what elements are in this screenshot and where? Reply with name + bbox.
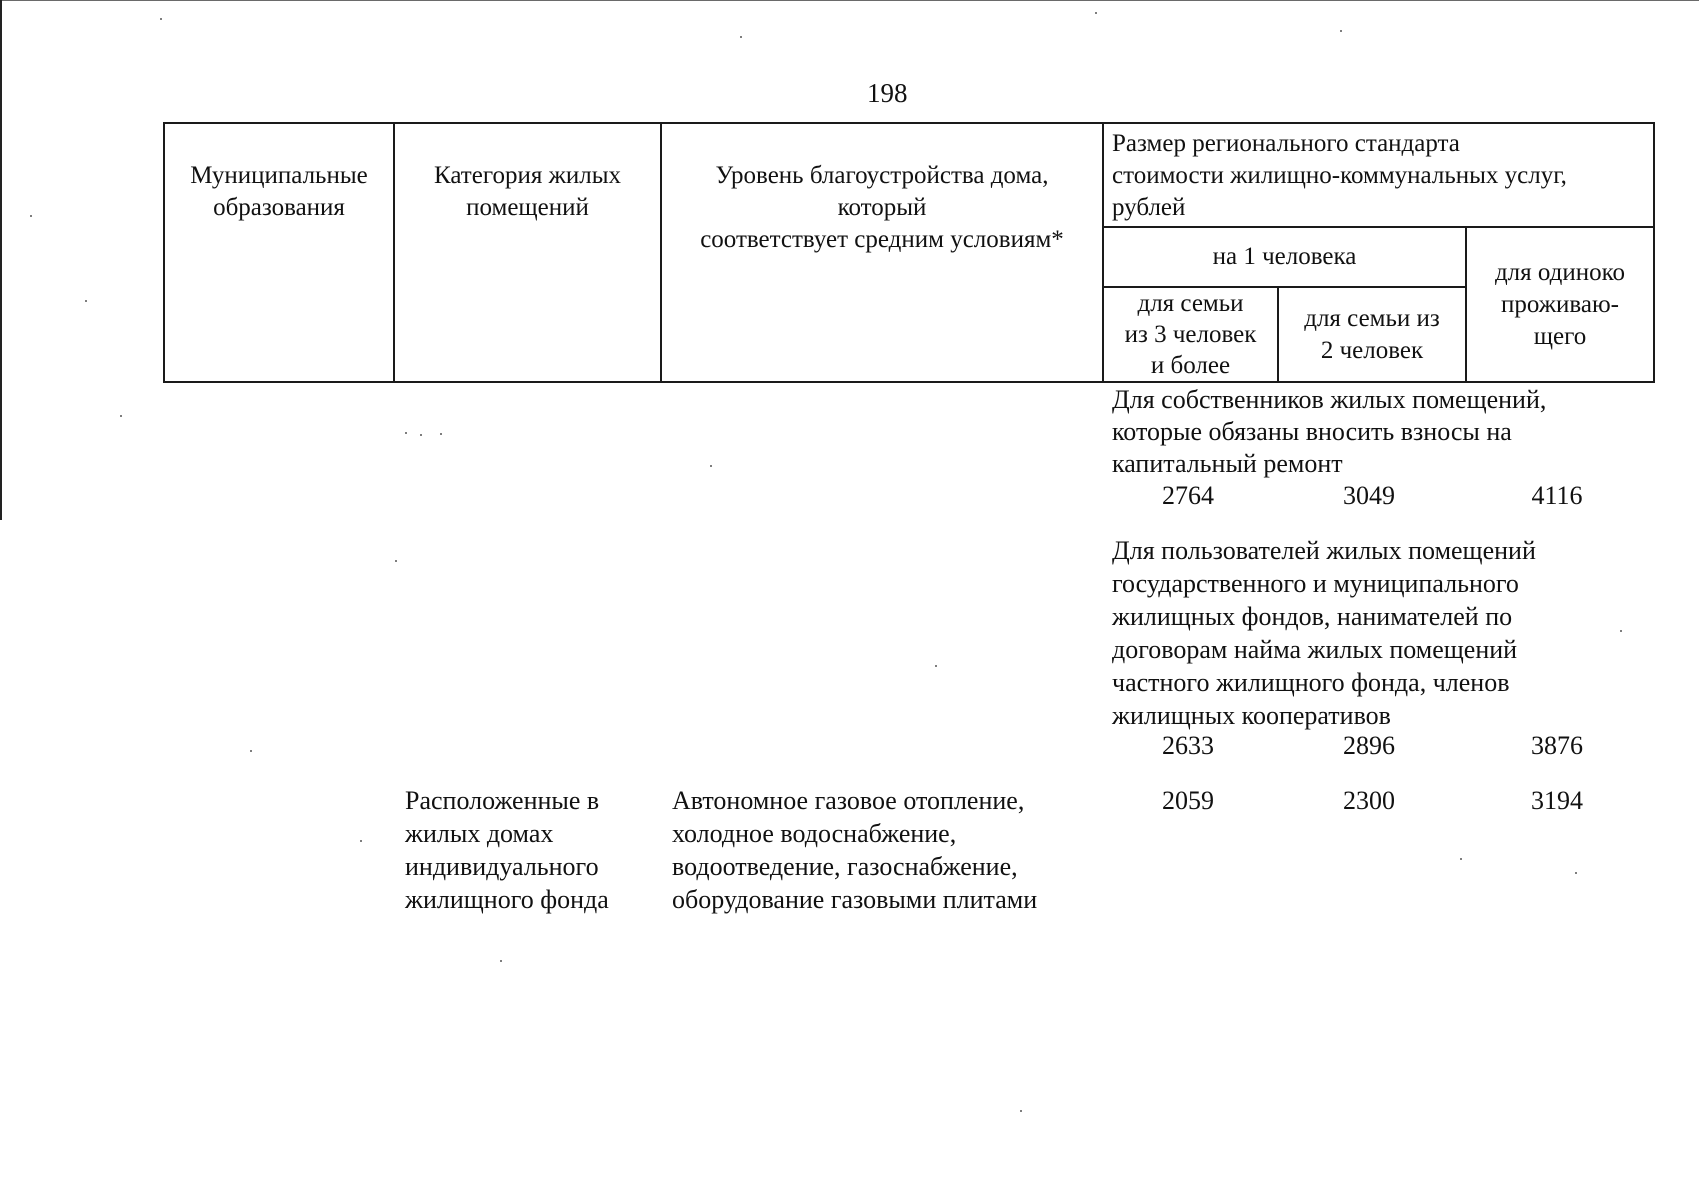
row-individual-category-line: жилищного фонда <box>405 885 609 914</box>
scan-speck <box>160 18 162 20</box>
scan-speck <box>710 465 712 467</box>
scan-speck <box>85 300 87 302</box>
header-size-line: стоимости жилищно-коммунальных услуг, <box>1112 162 1567 189</box>
header-family3-line: для семьи <box>1137 290 1244 317</box>
individual-value-family2: 2300 <box>1343 786 1395 815</box>
row-individual-level-line: оборудование газовыми плитами <box>672 885 1038 914</box>
section-users-line: жилищных кооперативов <box>1112 701 1391 730</box>
owners-value-single: 4116 <box>1531 481 1583 510</box>
header-family2-line: для семьи из <box>1304 304 1440 332</box>
header-level-line: соответствует средним условиям* <box>700 226 1064 253</box>
header-category-line: Категория жилых <box>434 162 621 189</box>
scan-speck <box>1340 30 1342 32</box>
row-individual-level-line: водоотведение, газоснабжение, <box>672 852 1018 881</box>
header-level-line: который <box>837 194 927 221</box>
scan-speck <box>740 36 742 38</box>
header-single-line: проживаю- <box>1501 290 1619 318</box>
scan-speck <box>250 750 252 752</box>
header-family-2 <box>1278 287 1466 382</box>
header-size-line: Размер регионального стандарта <box>1112 130 1460 157</box>
scan-speck <box>1095 12 1097 14</box>
header-category <box>394 123 661 382</box>
row-individual-category-line: индивидуального <box>405 852 599 881</box>
scan-speck <box>30 215 32 217</box>
header-single-resident <box>1466 227 1654 382</box>
section-owners-line: которые обязаны вносить взносы на <box>1112 417 1512 446</box>
users-value-family3: 2633 <box>1162 731 1214 760</box>
header-category-line: помещений <box>466 194 589 221</box>
header-table <box>163 122 1655 383</box>
scan-speck <box>1575 872 1577 874</box>
header-standard-size <box>1103 123 1654 227</box>
users-value-single: 3876 <box>1531 731 1583 760</box>
header-family3-line: из 3 человек <box>1124 321 1257 348</box>
header-family3-line: и более <box>1150 352 1231 379</box>
header-per-person: на 1 человека <box>1103 227 1466 287</box>
owners-value-family2: 3049 <box>1343 481 1395 510</box>
scan-speck <box>500 960 502 962</box>
row-individual-category-line: жилых домах <box>405 819 554 848</box>
section-users-line: договорам найма жилых помещений <box>1112 635 1518 664</box>
section-users-line: жилищных фондов, нанимателей по <box>1112 602 1513 631</box>
header-municipal-line: образования <box>213 194 345 221</box>
scan-speck <box>1620 630 1622 632</box>
scan-speck <box>395 560 397 562</box>
scan-speck <box>935 665 937 667</box>
scan-speck <box>405 432 407 434</box>
section-users-line: частного жилищного фонда, членов <box>1112 668 1510 697</box>
row-individual-category-line: Расположенные в <box>405 786 600 815</box>
section-users-line: Для пользователей жилых помещений <box>1112 536 1536 565</box>
section-owners-line: Для собственников жилых помещений, <box>1112 385 1547 414</box>
owners-value-family3: 2764 <box>1162 481 1214 510</box>
scan-speck <box>120 415 122 417</box>
page-number: 198 <box>867 78 908 108</box>
top-border-line <box>0 0 1699 1</box>
section-owners-line: капитальный ремонт <box>1112 449 1343 478</box>
scan-speck <box>1020 1110 1022 1112</box>
scan-speck <box>360 840 362 842</box>
header-municipal-line: Муниципальные <box>190 162 368 189</box>
left-border-line <box>0 0 2 520</box>
scan-speck <box>440 433 442 435</box>
row-individual-level-line: холодное водоснабжение, <box>672 819 957 848</box>
scan-speck <box>1460 858 1462 860</box>
individual-value-family3: 2059 <box>1162 786 1214 815</box>
header-single-line: щего <box>1533 322 1587 350</box>
section-users-line: государственного и муниципального <box>1112 569 1519 598</box>
individual-value-single: 3194 <box>1531 786 1583 815</box>
header-municipal <box>164 123 394 382</box>
row-individual-level-line: Автономное газовое отопление, <box>672 786 1025 815</box>
header-family2-line: 2 человек <box>1320 336 1424 364</box>
users-value-family2: 2896 <box>1343 731 1395 760</box>
header-size-line: рублей <box>1112 194 1186 221</box>
header-level <box>661 123 1103 382</box>
header-level-line: Уровень благоустройства дома, <box>715 162 1049 189</box>
header-single-line: для одиноко <box>1494 258 1626 286</box>
scan-speck <box>420 434 422 436</box>
header-family-3plus <box>1103 287 1278 382</box>
